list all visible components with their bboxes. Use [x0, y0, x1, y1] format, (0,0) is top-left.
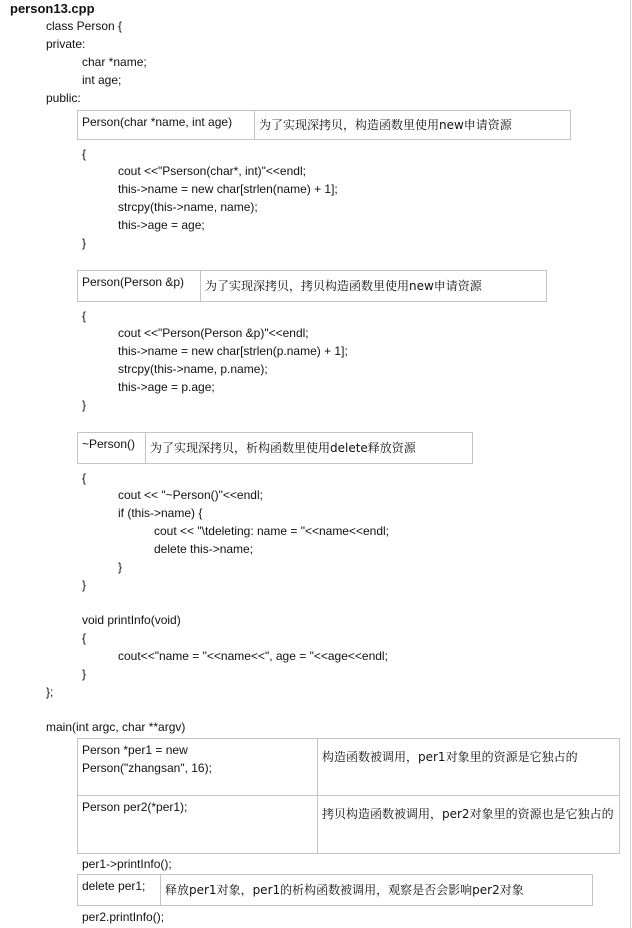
- copy-ctor-note: 为了实现深拷贝，拷贝构造函数里使用new申请资源: [205, 279, 482, 293]
- dtor-line-3: cout << "\tdeleting: name = "<<name<<endl;: [154, 524, 390, 538]
- copy-ctor-open-brace: {: [82, 309, 87, 323]
- main-row-2-note: 拷贝构造函数被调用，per2对象里的资源也是它独占的: [322, 807, 614, 821]
- public-label: public:: [46, 91, 81, 105]
- dtor-note-cell: [145, 432, 473, 464]
- copy-ctor-note-cell: [200, 270, 547, 302]
- main-row-1-note: 构造函数被调用，per1对象里的资源是它独占的: [322, 750, 578, 764]
- ctor-signature: Person(char *name, int age): [82, 115, 233, 129]
- ctor-open-brace: {: [82, 147, 87, 161]
- private-label: private:: [46, 37, 86, 51]
- copy-ctor-line-4: this->age = p.age;: [118, 380, 215, 394]
- dtor-inner-close-brace: }: [118, 560, 123, 574]
- main-call-2: per2.printInfo();: [82, 910, 165, 924]
- class-declaration: class Person {: [46, 19, 123, 33]
- member-name: char *name;: [82, 55, 147, 69]
- main-row-2-code: Person per2(*per1);: [82, 800, 188, 814]
- ctor-note-cell: [254, 110, 571, 140]
- copy-ctor-line-3: strcpy(this->name, p.name);: [118, 362, 268, 376]
- main-row-1-code: Person *per1 = new Person("zhangsan", 16);: [82, 743, 212, 775]
- print-info-signature: void printInfo(void): [82, 613, 181, 627]
- copy-ctor-line-1: cout <<"Person(Person &p)"<<endl;: [118, 326, 309, 340]
- copy-ctor-line-2: this->name = new char[strlen(p.name) + 1];: [118, 344, 348, 358]
- print-info-close-brace: }: [82, 667, 87, 681]
- page-right-border: [630, 0, 631, 928]
- ctor-line-3: strcpy(this->name, name);: [118, 200, 258, 214]
- print-info-open-brace: {: [82, 631, 87, 645]
- delete-code-cell: [77, 874, 161, 906]
- delete-note: 释放per1对象，per1的析构函数被调用，观察是否会影响per2对象: [165, 883, 524, 897]
- class-end: };: [46, 685, 54, 699]
- dtor-signature: ~Person(): [82, 437, 136, 451]
- print-info-line-1: cout<<"name = "<<name<<", age = "<<age<<endl;: [118, 649, 388, 663]
- delete-note-cell: [160, 874, 593, 906]
- dtor-note: 为了实现深拷贝，析构函数里使用delete释放资源: [150, 441, 416, 455]
- dtor-line-4: delete this->name;: [154, 542, 254, 556]
- copy-ctor-signature: Person(Person &p): [82, 275, 185, 289]
- copy-ctor-close-brace: }: [82, 398, 87, 412]
- dtor-open-brace: {: [82, 471, 87, 485]
- main-call-1: per1->printInfo();: [82, 857, 172, 871]
- main-row-2-note-cell: [317, 795, 620, 854]
- ctor-signature-cell: [77, 110, 255, 140]
- delete-code: delete per1;: [82, 879, 146, 893]
- dtor-line-2: if (this->name) {: [118, 506, 203, 520]
- copy-ctor-signature-cell: [77, 270, 201, 302]
- file-title: person13.cpp: [10, 1, 95, 16]
- ctor-line-4: this->age = age;: [118, 218, 205, 232]
- dtor-close-brace: }: [82, 578, 87, 592]
- ctor-note: 为了实现深拷贝，构造函数里使用new申请资源: [259, 118, 512, 132]
- dtor-signature-cell: [77, 432, 146, 464]
- main-signature: main(int argc, char **argv): [46, 720, 186, 734]
- member-age: int age;: [82, 73, 122, 87]
- ctor-line-1: cout <<"Pserson(char*, int)"<<endl;: [118, 164, 306, 178]
- dtor-line-1: cout << "~Person()"<<endl;: [118, 488, 263, 502]
- main-row-2-code-cell: [77, 795, 318, 854]
- main-row-1-note-cell: [317, 738, 620, 796]
- main-row-1-code-cell: [77, 738, 318, 796]
- ctor-close-brace: }: [82, 236, 87, 250]
- ctor-line-2: this->name = new char[strlen(name) + 1];: [118, 182, 338, 196]
